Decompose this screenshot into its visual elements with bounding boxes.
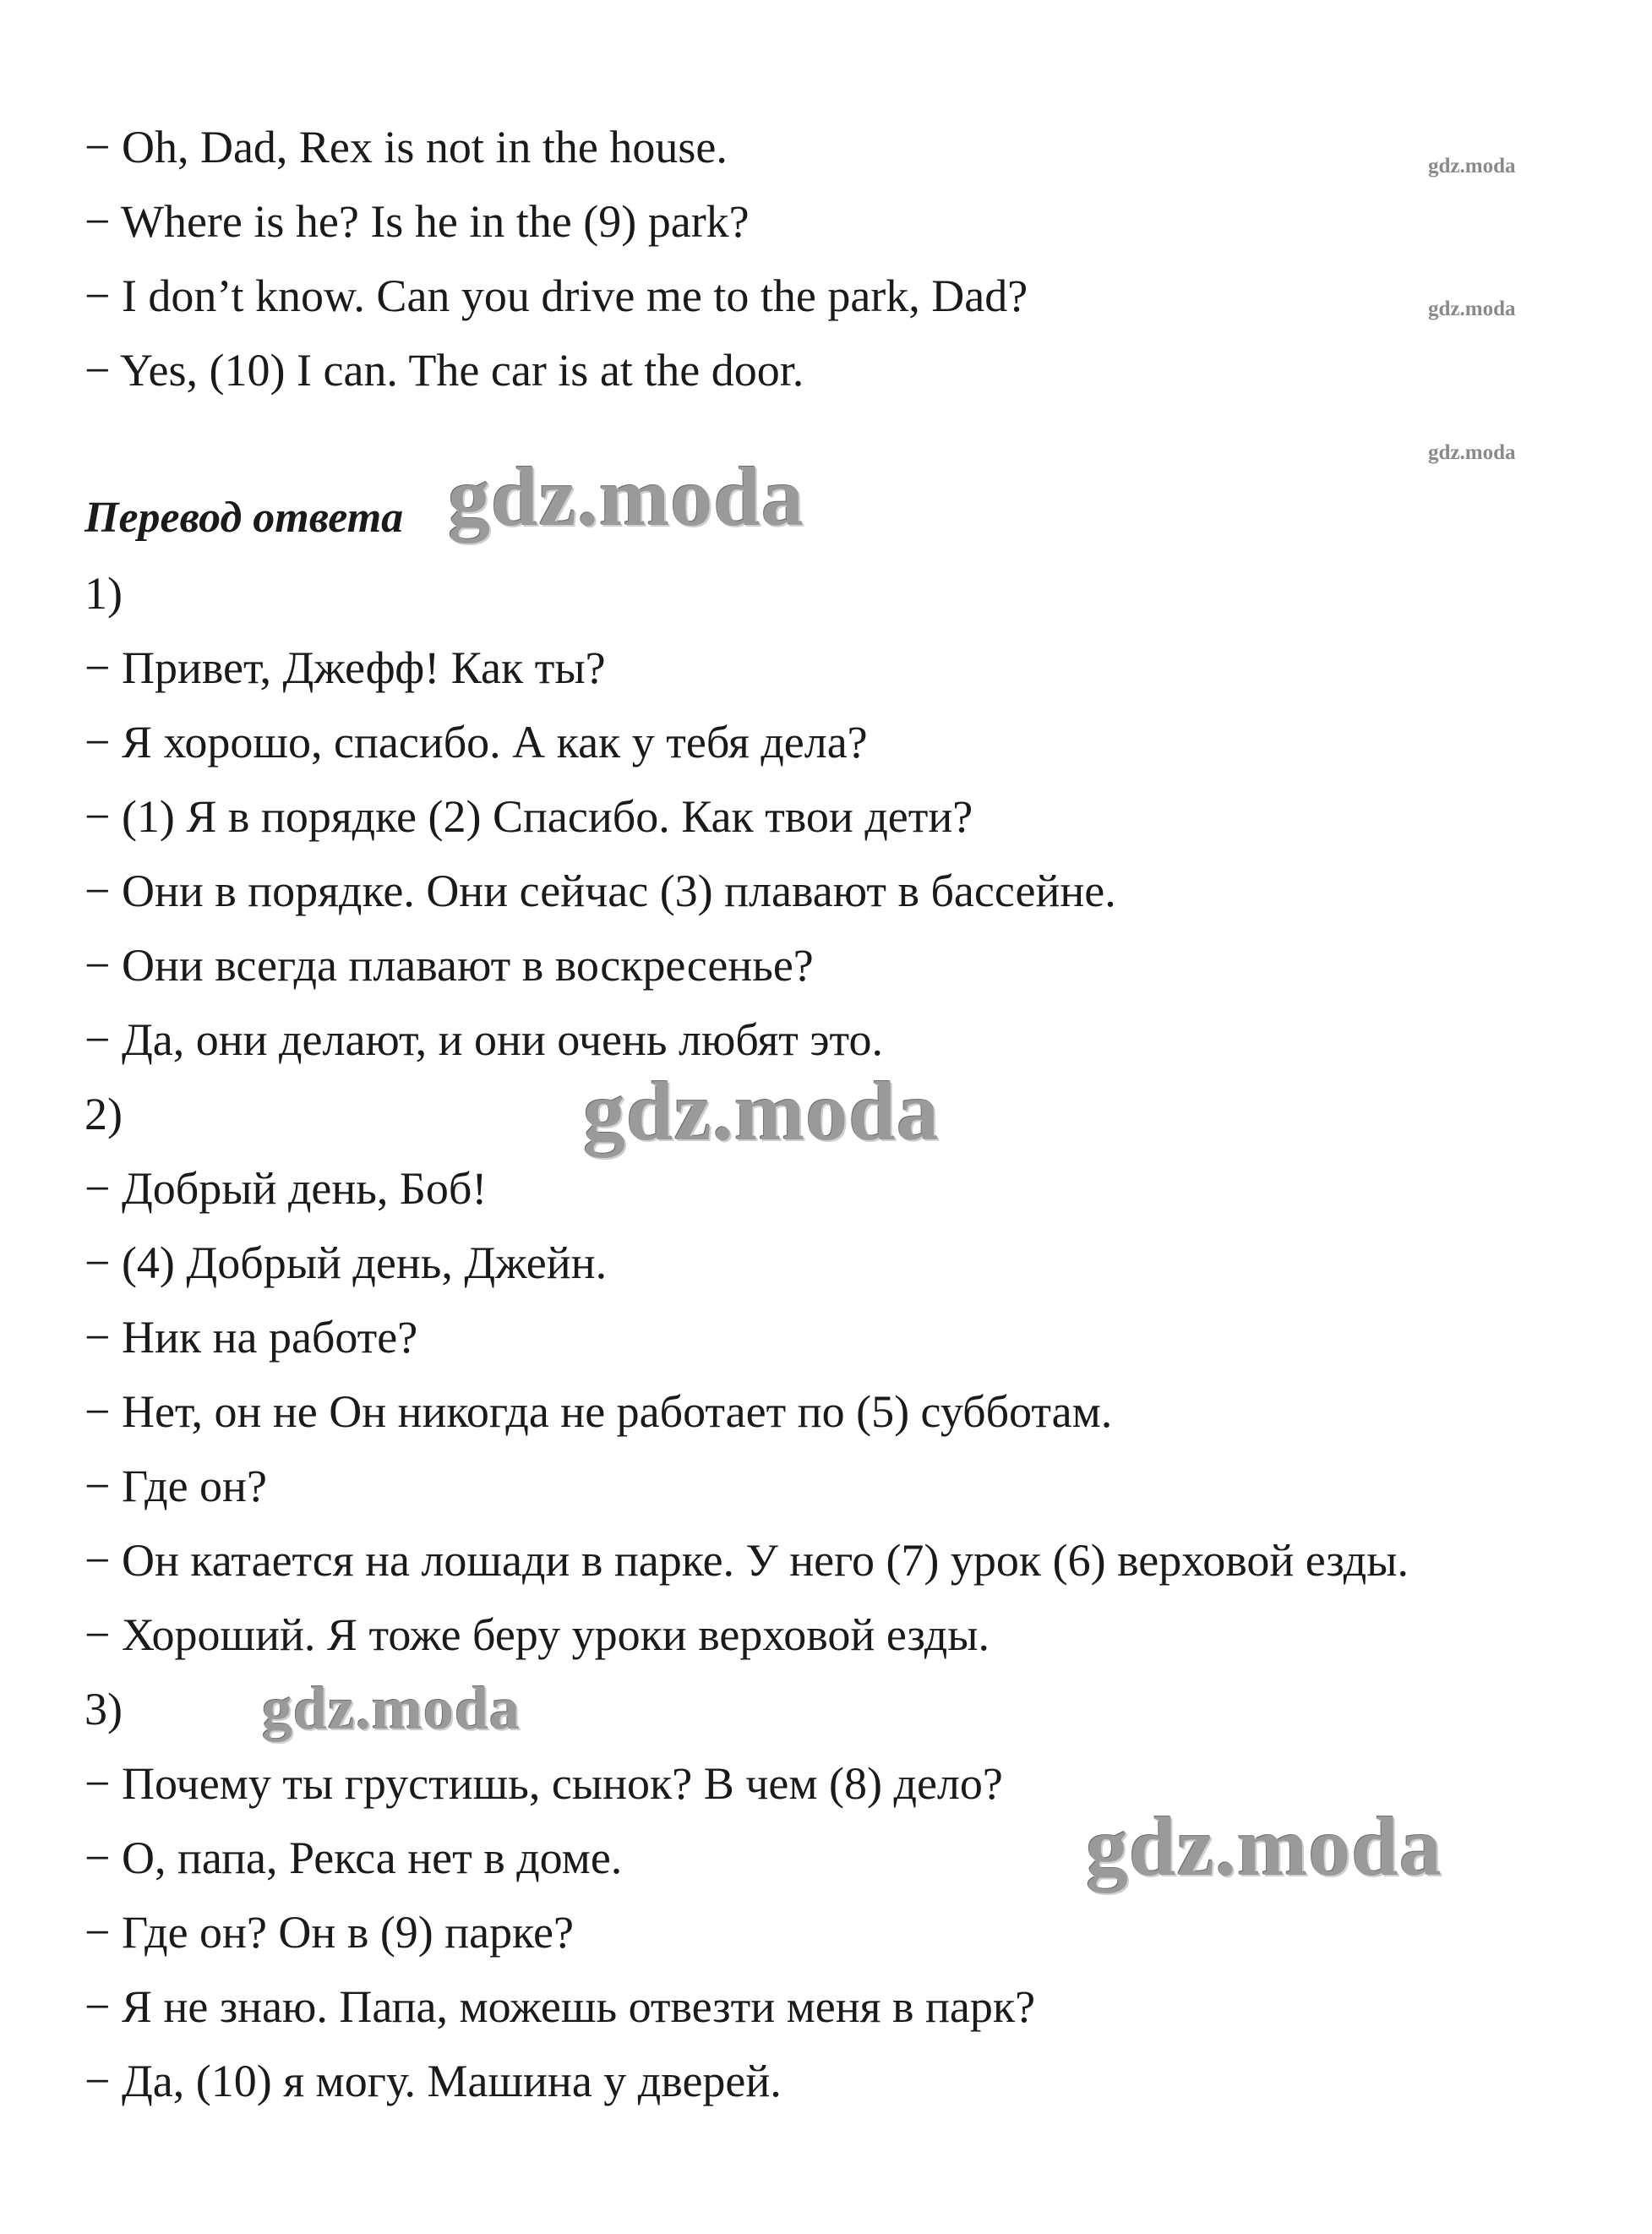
- dialog-line: − Где он?: [85, 1461, 267, 1511]
- dialog-line: − Почему ты грустишь, сынок? В чем (8) дело?: [85, 1758, 1003, 1809]
- watermark: gdz.moda: [1086, 1800, 1442, 1893]
- section-number: 2): [85, 1089, 123, 1139]
- watermark: gdz.moda: [1428, 155, 1516, 178]
- dialog-line: − Я не знаю. Папа, можешь отвезти меня в парк?: [85, 1981, 1036, 2032]
- dialog-line: − Да, они делают, и они очень любят это.: [85, 1014, 883, 1065]
- dialog-line: − Oh, Dad, Rex is not in the house.: [85, 122, 728, 172]
- dialog-line: − I don’t know. Can you drive me to the park, Dad?: [85, 270, 1028, 321]
- dialog-line: − Они всегда плавают в воскресенье?: [85, 940, 814, 991]
- watermark: gdz.moda: [583, 1064, 940, 1158]
- dialog-line: − (4) Добрый день, Джейн.: [85, 1237, 608, 1288]
- dialog-line: − Да, (10) я могу. Машина у дверей.: [85, 2056, 782, 2106]
- dialog-line: − Хороший. Я тоже беру уроки верховой езды.: [85, 1609, 990, 1660]
- dialog-line: − Привет, Джефф! Как ты?: [85, 642, 606, 693]
- dialog-line: − О, папа, Рекса нет в доме.: [85, 1833, 623, 1883]
- section-number: 3): [85, 1684, 123, 1734]
- dialog-line: − Yes, (10) I can. The car is at the door.: [85, 345, 804, 396]
- dialog-line: − Где он? Он в (9) парке?: [85, 1907, 574, 1958]
- dialog-line: − Добрый день, Боб!: [85, 1163, 488, 1214]
- watermark: gdz.moda: [262, 1674, 521, 1742]
- dialog-line: − Нет, он не Он никогда не работает по (5) субботам.: [85, 1386, 1113, 1437]
- dialog-line: − Он катается на лошади в парке. У него (7) урок (6) верховой езды.: [85, 1535, 1409, 1586]
- watermark: gdz.moda: [1428, 298, 1516, 320]
- dialog-line: − Where is he? Is he in the (9) park?: [85, 196, 750, 247]
- dialog-line: − Я хорошо, спасибо. А как у тебя дела?: [85, 717, 868, 767]
- dialog-line: − (1) Я в порядке (2) Спасибо. Как твои дети?: [85, 791, 973, 842]
- section-number: 1): [85, 568, 123, 619]
- dialog-line: − Они в порядке. Они сейчас (3) плавают в бассейне.: [85, 866, 1116, 916]
- watermark: gdz.moda: [448, 450, 804, 543]
- translation-heading: Перевод ответа: [85, 494, 404, 542]
- dialog-line: − Ник на работе?: [85, 1312, 418, 1363]
- watermark: gdz.moda: [1428, 441, 1516, 464]
